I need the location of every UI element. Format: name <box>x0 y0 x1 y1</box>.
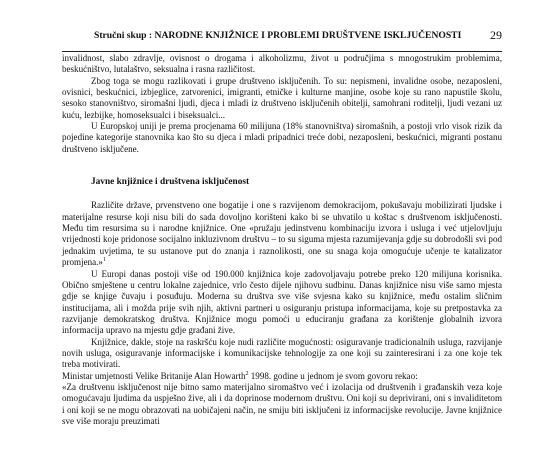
paragraph: U Europi danas postoji više od 190.000 knjižnica koje zadovoljavaju potrebe preko 120 milijuna korisnika. Obično smještene u centru lokalne zajednice, vrlo često dijele njihovu sudbinu. Danas knjižnice nisu više samo mjesta gdje se knjige čuvaju i posuđuju. Moderna su društva sve više svjesna kako su knjižnice, među ostalim sličnim institucijama, ali i možda prije svih njih, aktivni partneri u osiguranju pristupa informacijama, koje su pretpostavka za razvijanje demokratskog društva. Knjižnice mogu pomoći u educiranju građana za korištenje globalnih izvora informacija upravo na mjestu gdje građani žive. <box>62 268 502 336</box>
quote-paragraph: «Za društvenu isključenost nije bitno samo materijalno siromaštvo već i izolacija od društvenih i građanskih veza koje omogućavaju ljudima da uspješno žive, ali i da doprinose modernom društvu. Oni koji su deprivirani, oni s invaliditetom i oni koji se ne mogu obrazovati na uobičajeni način, ne smiju biti isključeni iz informacijske revolucije. Javne knjižnice sve više moraju preuzimati <box>62 381 502 426</box>
paragraph: Knjižnice, dakle, stoje na raskršću koje nudi različite mogućnosti: osiguravanje tradicionalnih usluga, razvijanje novih usluga, osiguravanje informacijske i komunikacijske tehnologije za one koji su zainteresirani i za one koje tek treba motivirati. <box>62 336 502 370</box>
section-heading: Javne knjižnice i društvena isključenost <box>91 177 250 188</box>
paragraph-text: 1998. godine u jednom je svom govoru rekao: <box>248 370 418 381</box>
header-title: Stručni skup : NARODNE KNJIŽNICE I PROBLEMI DRUŠTVENE ISKLJUČENOSTI <box>94 30 462 41</box>
paragraph-text: Ministar umjetnosti Velike Britanije Alan Howarth <box>62 370 246 381</box>
running-header <box>62 29 502 47</box>
paragraph-text: Različite države, prvenstveno one bogatije i one s razvijenom demokracijom, pokušavaju mobilizirati ljudske i materijalne resurse koji nisu bili do sada dovoljno korišteni kako bi se uhvatilo u koštac s društvenom isključenosti. Među tim resursima su i narodne knjižnice. One «pružaju jedinstvenu kombinaciju izvora i usluga i već utjelovljuju vrijednosti koje pridonose socijalno inkluzivnom društvu – to su siguma mjesta razumijevanja gdje su dobrodošli svi pod jednakim uvjetima, te su ustanove put do znanja i raznolikosti, one su snaga koja omogućuje učenje te katalizator promjena.» <box>62 200 502 268</box>
footnote-ref[interactable]: 1 <box>102 257 106 264</box>
paragraph <box>62 200 502 268</box>
footnote-ref[interactable]: 2 <box>245 370 249 377</box>
page-number: 29 <box>490 28 502 42</box>
paragraph <box>62 371 502 382</box>
header-rule <box>62 51 502 52</box>
paragraph: Zbog toga se mogu razlikovati i grupe društveno isključenih. To su: nepismeni, invalidne osobe, nezaposleni, ovisnici, beskućnici, izbjeglice, zatvorenici, imigranti, etničke i kulturne manjine, osobe koje su rano napustile školu, sesoko stanovništvo, siromašni ljudi, djeca i mladi iz društveno isključenih obitelji, samohrani roditelji, ljudi vezani uz kuću, lezbijke, homoseksualci i biseksualci... <box>62 75 502 120</box>
body-text <box>62 53 502 427</box>
paragraph: U Europskoj uniji je prema procjenama 60 milijuna (18% stanovništva) siromašnih, a postoji vrlo visok rizik da pojedine kategorije stanovnika kao što su djeca i mladi pripadnici treće dobi, nezaposleni, beskućnici, migranti postanu društveno isključene. <box>62 121 502 154</box>
paragraph: invalidnost, slabo zdravlje, ovisnost o drogama i alkoholizmu, život u područjima s mnogostrukim problemima, beskućništvo, lutalaštvo, seksualna i rasna različitost. <box>62 53 502 75</box>
